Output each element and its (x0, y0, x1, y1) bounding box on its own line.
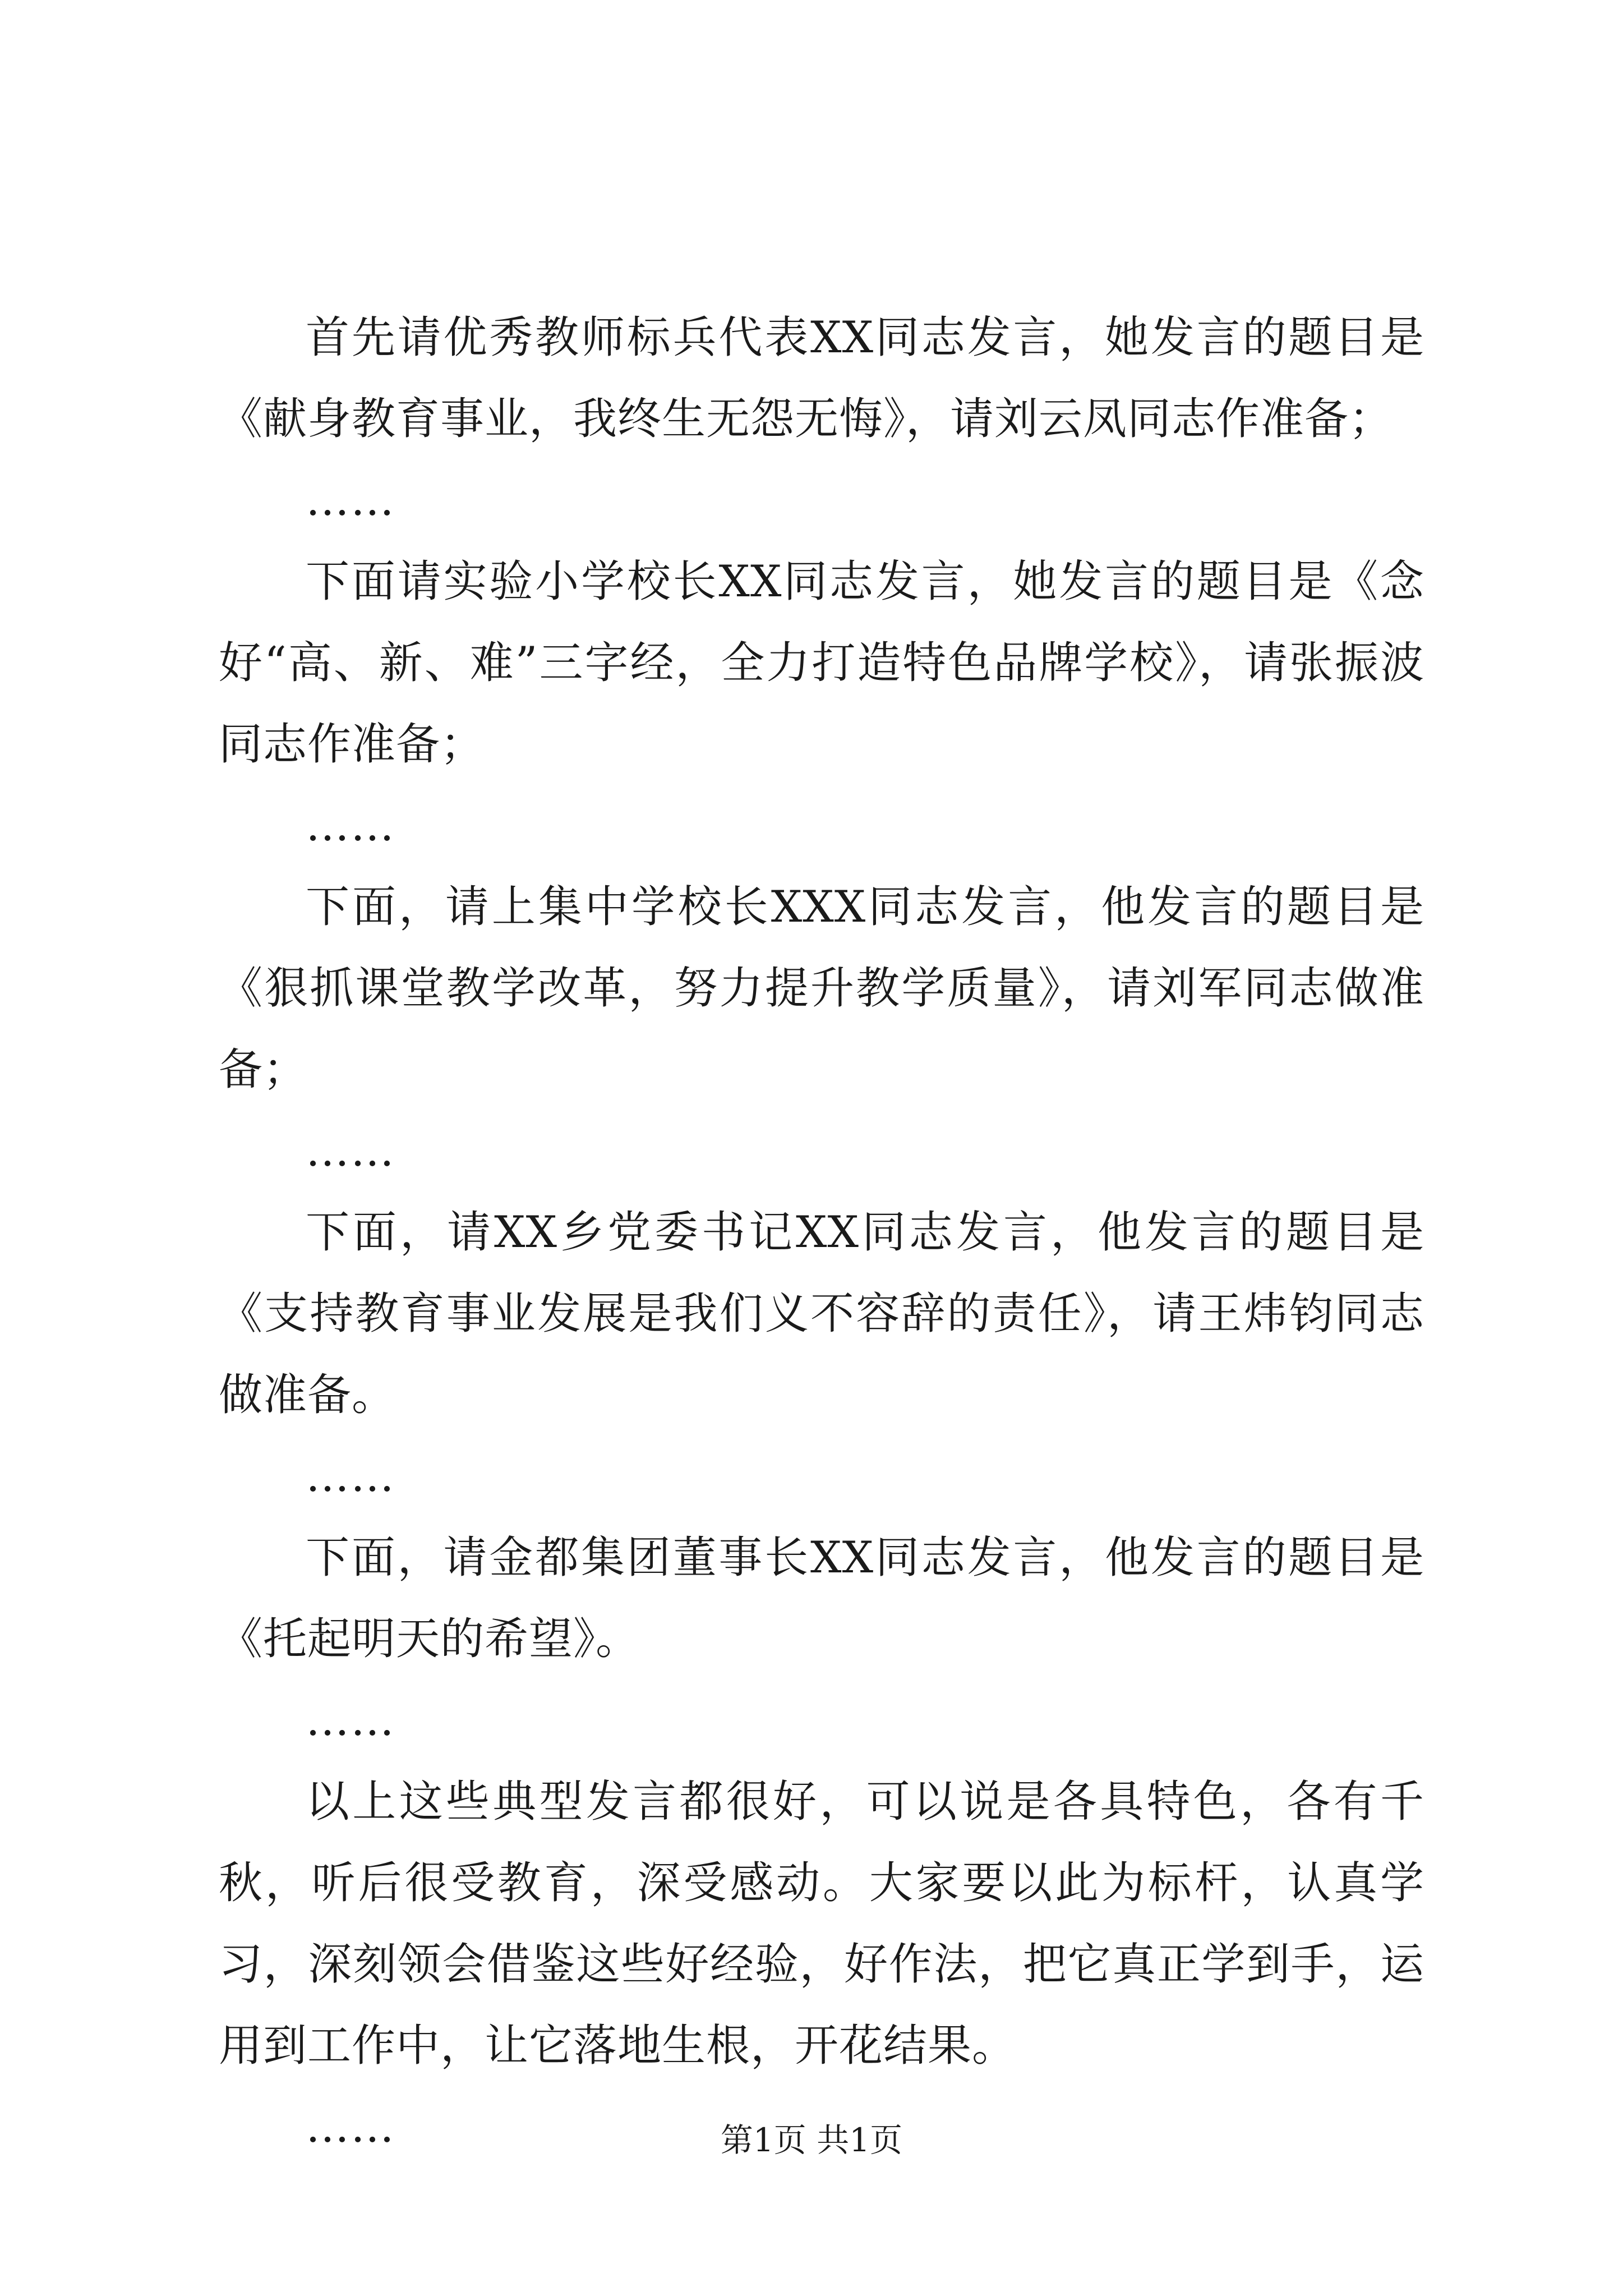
ellipsis-2: …… (306, 800, 395, 851)
speech-paragraph-5: 下面，请金都集团董事长XX同志发言，他发言的题目是《托起明天的希望》。 (219, 1533, 1424, 1664)
speech-paragraph-4: 下面，请XX乡党委书记XX同志发言，他发言的题目是《支持教育事业发展是我们义不容辞的责任》，请王炜钧同志做准备。 (219, 1207, 1424, 1420)
document-body (219, 297, 1424, 2168)
ellipsis-5: …… (306, 1695, 395, 1746)
ellipsis-1: …… (306, 475, 395, 526)
speech-paragraph-1: 首先请优秀教师标兵代表XX同志发言，她发言的题目是《献身教育事业，我终生无怨无悔》，请刘云凤同志作准备； (219, 312, 1424, 444)
summary-paragraph: 以上这些典型发言都很好，可以说是各具特色，各有千秋，听后很受教育，深受感动。大家要以此为标杆，认真学习，深刻领会借鉴这些好经验，好作法，把它真正学到手，运用到工作中，让它落地生根，开花结果。 (219, 1777, 1424, 2071)
speech-paragraph-3: 下面，请上集中学校长XXX同志发言，他发言的题目是《狠抓课堂教学改革，努力提升教学质量》，请刘军同志做准备； (219, 882, 1424, 1095)
ellipsis-4: …… (306, 1451, 395, 1502)
page-number-footer: 第1页 共1页 (720, 2121, 903, 2159)
speech-paragraph-2: 下面请实验小学校长XX同志发言，她发言的题目是《念好“高、新、难”三字经，全力打造特色品牌学校》，请张振波同志作准备； (219, 556, 1424, 770)
ellipsis-6: …… (306, 2102, 395, 2152)
ellipsis-3: …… (306, 1126, 395, 1176)
